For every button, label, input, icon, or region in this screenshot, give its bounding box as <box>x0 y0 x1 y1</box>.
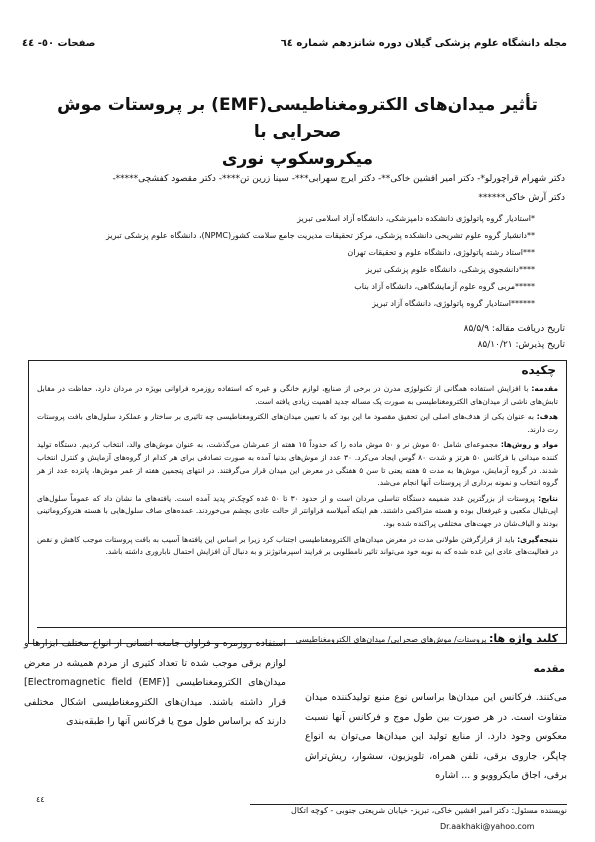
abstract-heading: چکیده <box>521 363 556 377</box>
abstract-body <box>37 383 558 562</box>
keywords-label: کلید واژه ها: <box>489 632 558 645</box>
affiliation: ******استادیار گروه پاتولوژی، دانشگاه آزاد تبریز <box>372 299 535 308</box>
abstract-intro-label: مقدمه: <box>531 384 558 393</box>
affiliation: ****دانشجوی پزشکی، دانشگاه علوم پزشکی تبریز <box>365 265 535 274</box>
abstract-intro-text: با افزایش استفاده همگانی از تکنولوژی مدرن در برخی از صنایع، لوازم خانگی و غیره که استفاده روزمره فراوانی بویژه در مردان دارد، حفاظت در مقابل تابش‌های ناشی از میدان‌های الکترومغناطیسی به صورت یک مساله جدید اهمیت زیادی یافته است. <box>37 384 558 406</box>
keywords-text: پروستات/ موش‌های صحرایی/ میدان‌های الکترومغناطیسی <box>295 635 487 644</box>
affiliation-list <box>40 210 535 312</box>
affiliation: **دانشیار گروه علوم تشریحی دانشکده پزشکی، مرکز تحقیقات مدیریت جامع سلامت کشور(NPMC)، دانشگاه علوم پزشکی تبریز <box>105 231 535 240</box>
abstract-results-label: نتایج: <box>538 493 558 503</box>
received-date: تاریخ دریافت مقاله: ۸۵/۵/۹ <box>463 324 565 334</box>
title-line: میکروسکوپ نوری <box>221 149 374 169</box>
abstract-conclusion-label: نتیجه‌گیری: <box>517 534 558 544</box>
author-line: دکتر آرش خاکی****** <box>478 193 565 203</box>
abstract-conclusion <box>37 534 558 559</box>
author-line: دکتر شهرام قراچورلو*- دکتر امیر افشین خاکی**- دکتر ایرج سهرابی***- سینا زرین تن****- دکتر مقصود کفشچی*****- <box>112 174 565 184</box>
abstract-aim <box>37 411 558 436</box>
page-number: ٤٤ <box>36 795 45 804</box>
abstract-methods-label: مواد و روش‌ها: <box>500 440 558 450</box>
article-dates <box>300 321 565 353</box>
abstract-results-text: پروستات از بزرگترین غدد ضمیمه دستگاه تناسلی مردان است و از حدود ۳۰ تا ۵۰ غده کوچک‌تر پدید آمده است. یافته‌های ما نشان داد که عموماً سلول‌های اپی‌تلیال مکعبی و غیرفعال بوده و هسته متراکمی داشتند. هم اینکه آمیلاسه فراوانتر از حالت عادی بچشم می‌خوردند. عمده‌های صاف سلول‌هایی با هسته هتروکروماتینی بودند و الیاف‌شان در جهت‌های مختلفی پراکنده شده بود. <box>37 493 558 528</box>
author-list <box>30 170 565 208</box>
page-range: صفحات ٥٠- ٤٤ <box>22 38 96 49</box>
abstract-aim-text: به عنوان یکی از هدف‌های اصلی این تحقیق مقصود ما این بود که با تعیین میدان‌های الکترومغناطیسی چه تاثیری بر ساختار و عملکرد سلول‌های بافت پروستات رت دارند. <box>37 412 558 434</box>
article-title <box>40 92 555 173</box>
footer-divider <box>250 804 567 805</box>
abstract-conclusion-text: باید از قرارگرفتن طولانی مدت در معرض میدان‌های الکترومغناطیسی اجتناب کرد زیرا بر اساس این یافته‌ها آسیب به بافت پروستات موجب کاهش و نقص در فعالیت‌های عادی این غده شده که به نوبه خود می‌تواند تاثیر نامطلوبی بر فرایند اسپرماتوژنز و به دنبال آن افزایش احتمال ناباروری داشته باشد. <box>37 534 558 557</box>
affiliation: *استادیار گروه پاتولوژی دانشکده دامپزشکی، دانشگاه آزاد اسلامی تبریز <box>297 214 535 223</box>
journal-header: مجله دانشگاه علوم پزشکی گیلان دوره شانزدهم شماره ٦٤ <box>280 38 567 49</box>
correspondence-note: نویسنده مسئول: دکتر امیر افشین خاکی، تبریز- خیابان شریعتی جنوبی - کوچه اتکال <box>291 806 567 815</box>
title-line: تأثیر میدان‌های الکترومغناطیسی(EMF) بر پروستات موش صحرایی با <box>57 95 538 142</box>
author-email[interactable]: Dr.aakhaki@yahoo.com <box>440 822 535 831</box>
affiliation: *****مربی گروه علوم آزمایشگاهی، دانشگاه آزاد بناب <box>354 282 535 291</box>
abstract-methods-text: مجموعه‌ای شامل ۵۰ موش نر و ۵۰ موش ماده را که حدوداً ۱۵ هفته از عمرشان می‌گذشت، به عنوان موش‌های والد، انتخاب کردیم. دستگاه تولید کننده میدانی با فرکانس ۵۰ هرتز و شدت ۸۰ گوس ایجاد می‌کرد. ۳۰ عدد از موش‌های بدنیا آمده به صورت تصادفی برای هر کدام از گروه‌های آزمایش و کنترل انتخاب شدند. در گروه آزمایش، موش‌ها به مدت ۵ هفته یعنی تا سن ۵ هفتگی در معرض این میدان قرار می‌گرفتند. در انتهای پنجمین هفته از عمر موش‌ها، پانزده عدد از هر گروه انتخاب و نمونه برداری از پروستات آنها انجام می‌شد. <box>37 440 558 488</box>
affiliation: ***استاد رشته پاتولوژی، دانشگاه علوم و تحقیقات تهران <box>347 248 535 257</box>
abstract-methods <box>37 439 558 489</box>
intro-heading: مقدمه <box>533 664 565 675</box>
abstract-aim-label: هدف: <box>536 412 558 422</box>
accepted-date: تاریخ پذیرش: ۸۵/۱۰/۲۱ <box>477 340 565 350</box>
keywords <box>295 632 558 645</box>
abstract-intro <box>37 383 558 408</box>
intro-right-column: می‌کنند. فرکانس این میدان‌ها براساس نوع منبع تولیدکننده میدان متفاوت است. در هر صورت بین طول موج و فرکانس آنها نسبت معکوس وجود دارد. از منابع تولید این میدان‌ها می‌توان به انواع چاپگر، جاروی برقی، تلفن همراه، تلویزیون، سشوار، ریش‌تراش برقی، اجاق مایکروویو و ... اشاره <box>305 692 567 782</box>
abstract-results <box>37 493 558 531</box>
abstract-box <box>28 360 567 644</box>
intro-left-column: استفاده روزمره و فراوان جامعه انسانی از انواع مختلف ابزارها و لوازم برقی موجب شده تا تعداد کثیری از مردم همیشه در معرض میدان‌های الکترومغناطیسی [Electromagnetic field (EMF)] قرار داشته باشند. میدان‌های الکترومغناطیسی اشکال مختلفی دارند که براساس طول موج یا فرکانس آنها را طبقه‌بندی <box>24 638 286 728</box>
